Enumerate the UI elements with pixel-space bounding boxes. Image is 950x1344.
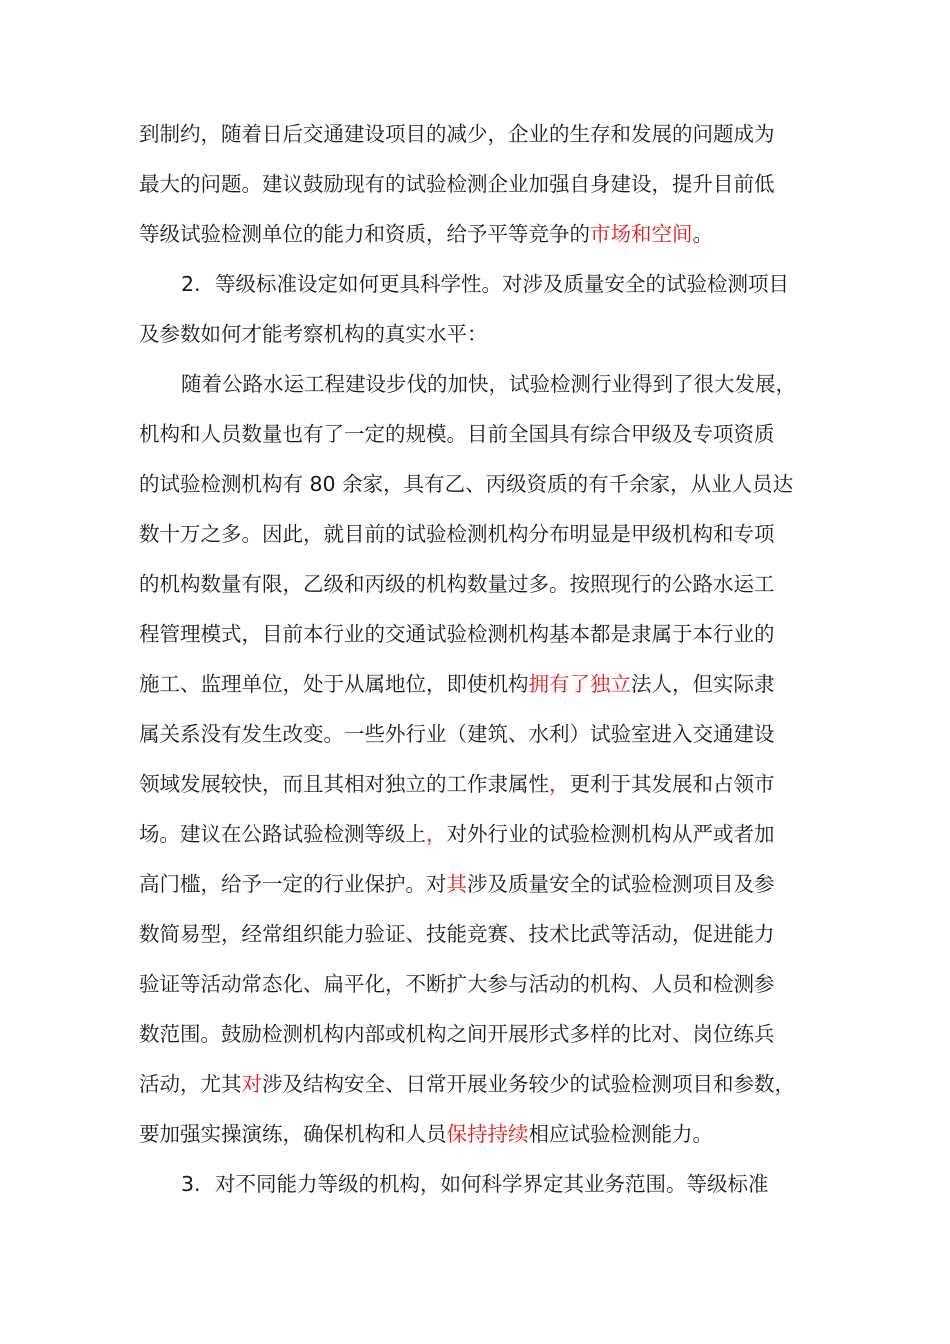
text-segment: 领域发展较快，而且其相对独立的工作隶属性 bbox=[139, 772, 549, 796]
text-segment: 涉及质量安全的试验检测项目及参 bbox=[467, 872, 775, 896]
text-segment: 数简易型，经常组织能力验证、技能竞赛、技术比武等活动，促进能力 bbox=[139, 922, 775, 946]
text-line bbox=[139, 209, 713, 259]
text-segment: 的试验检测机构有 80 余家，具有乙、丙级资质的有千余家，从业人员达 bbox=[139, 472, 794, 496]
text-line bbox=[139, 809, 775, 859]
list-number: 3. bbox=[181, 1172, 201, 1196]
highlighted-text: ， bbox=[426, 822, 447, 846]
paragraph-first-line bbox=[181, 359, 796, 409]
highlighted-text: 其 bbox=[446, 872, 467, 896]
text-segment: 最大的问题。建议鼓励现有的试验检测企业加强自身建设，提升目前低 bbox=[139, 172, 775, 196]
text-line bbox=[139, 159, 775, 209]
text-segment: 相应试验检测能力。 bbox=[528, 1122, 713, 1146]
text-segment: 的机构数量有限，乙级和丙级的机构数量过多。按照现行的公路水运工 bbox=[139, 572, 775, 596]
highlighted-text: 市场和空间 bbox=[590, 222, 693, 246]
text-segment: 法人，但实际隶 bbox=[631, 672, 775, 696]
numbered-item-3 bbox=[181, 1159, 769, 1209]
text-line bbox=[139, 309, 488, 359]
highlighted-text: 对 bbox=[241, 1072, 262, 1096]
text-segment: 验证等活动常态化、扁平化，不断扩大参与活动的机构、人员和检测参 bbox=[139, 972, 775, 996]
text-segment: 机构和人员数量也有了一定的规模。目前全国具有综合甲级及专项资质 bbox=[139, 422, 775, 446]
text-line bbox=[139, 859, 775, 909]
text-line bbox=[139, 559, 775, 609]
text-line bbox=[139, 409, 775, 459]
text-segment: 高门槛，给予一定的行业保护。对 bbox=[139, 872, 447, 896]
highlighted-text: 保持持续 bbox=[446, 1122, 529, 1146]
text-line bbox=[139, 609, 775, 659]
text-line bbox=[139, 909, 775, 959]
text-line bbox=[139, 709, 775, 759]
highlighted-text: 拥有了独立 bbox=[528, 672, 631, 696]
text-line bbox=[139, 1059, 795, 1109]
text-segment: 场。建议在公路试验检测等级上 bbox=[139, 822, 426, 846]
text-segment: 。 bbox=[692, 222, 713, 246]
text-segment: 活动，尤其 bbox=[139, 1072, 242, 1096]
text-segment: 施工、监理单位，处于从属地位，即使机构 bbox=[139, 672, 529, 696]
text-segment: 涉及结构安全、日常开展业务较少的试验检测项目和参数， bbox=[262, 1072, 795, 1096]
text-segment: 程管理模式，目前本行业的交通试验检测机构基本都是隶属于本行业的 bbox=[139, 622, 775, 646]
text-segment: 数十万之多。因此，就目前的试验检测机构分布明显是甲级机构和专项 bbox=[139, 522, 775, 546]
text-line bbox=[139, 109, 775, 159]
text-segment: 属关系没有发生改变。一些外行业（建筑、水利）试验室进入交通建设 bbox=[139, 722, 775, 746]
text-line bbox=[139, 959, 775, 1009]
text-segment: 更利于其发展和占领市 bbox=[569, 772, 775, 796]
text-line bbox=[139, 659, 775, 709]
list-number: 2. bbox=[181, 272, 201, 296]
text-segment: 数范围。鼓励检测机构内部或机构之间开展形式多样的比对、岗位练兵 bbox=[139, 1022, 775, 1046]
text-segment: 等级试验检测单位的能力和资质，给予平等竞争的 bbox=[139, 222, 590, 246]
text-line bbox=[139, 509, 775, 559]
text-line bbox=[139, 1109, 713, 1159]
text-segment: 等级标准设定如何更具科学性。对涉及质量安全的试验检测项目 bbox=[215, 272, 789, 296]
text-segment: 对不同能力等级的机构，如何科学界定其业务范围。等级标准 bbox=[215, 1172, 769, 1196]
text-line bbox=[139, 759, 775, 809]
highlighted-text: ， bbox=[549, 772, 570, 796]
text-segment: 对外行业的试验检测机构从严或者加 bbox=[446, 822, 775, 846]
text-segment: 到制约，随着日后交通建设项目的减少，企业的生存和发展的问题成为 bbox=[139, 122, 775, 146]
text-line bbox=[139, 1009, 775, 1059]
numbered-item-2 bbox=[181, 259, 789, 309]
text-segment: 要加强实操演练，确保机构和人员 bbox=[139, 1122, 447, 1146]
text-segment: 随着公路水运工程建设步伐的加快，试验检测行业得到了很大发展， bbox=[181, 372, 796, 396]
text-line bbox=[139, 459, 793, 509]
text-segment: 及参数如何才能考察机构的真实水平： bbox=[139, 322, 488, 346]
